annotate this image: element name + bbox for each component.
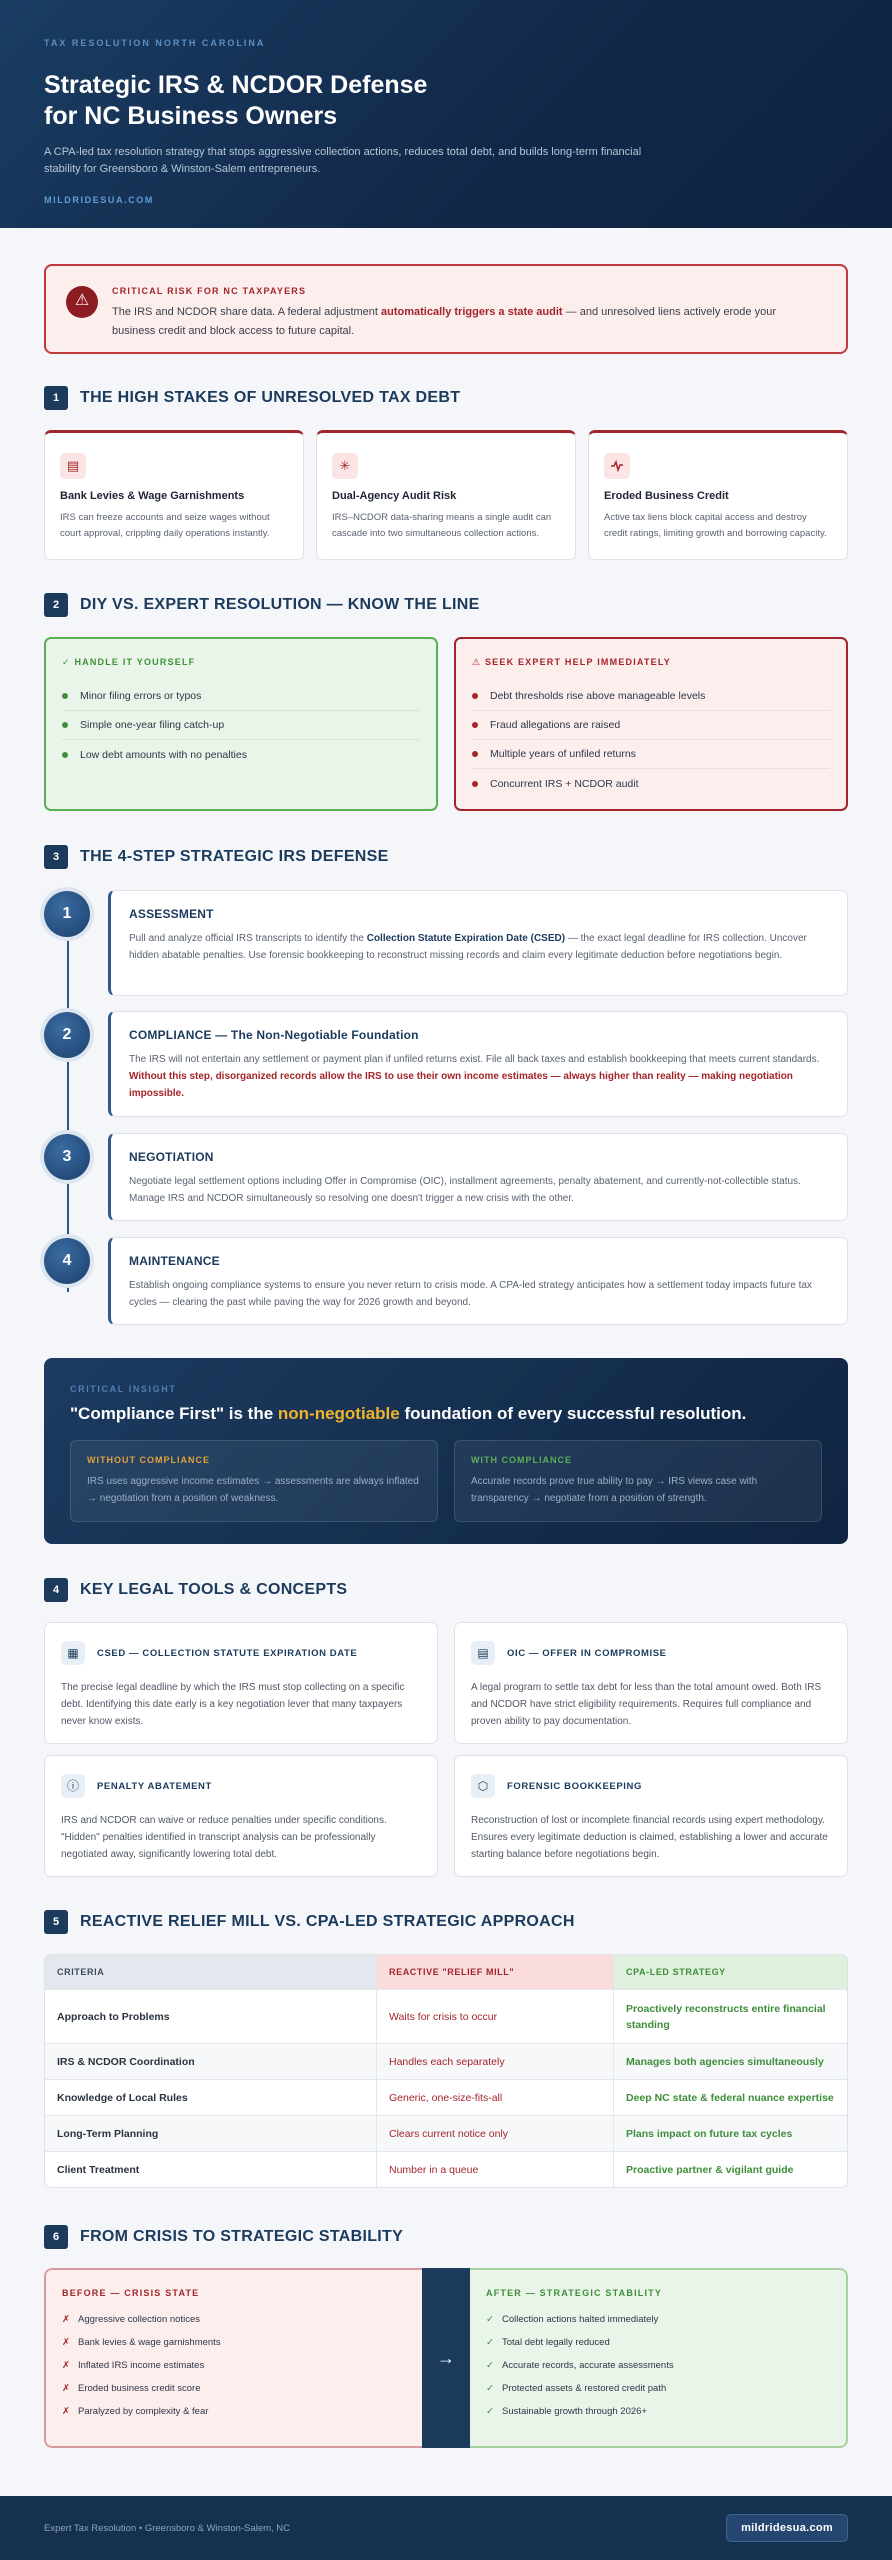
table-cell: Knowledge of Local Rules: [57, 2091, 188, 2104]
table-header-row: [45, 1955, 847, 1989]
stake-card-bank-levies: [44, 430, 304, 560]
list-item-text: Sustainable growth through 2026+: [502, 2406, 647, 2417]
bullet-dot: [62, 752, 68, 758]
cross-icon: ✗: [62, 2314, 70, 2325]
table-cell: Deep NC state & federal nuance expertise: [613, 2080, 847, 2115]
box-text: IRS uses aggressive income estimates → assessments are always inflated → negotiation from a position of weakness.: [87, 1476, 419, 1504]
sync-icon: ✳: [332, 453, 358, 479]
tool-title: CSED — COLLECTION STATUTE EXPIRATION DATE: [97, 1647, 358, 1659]
panel-title: ⚠ SEEK EXPERT HELP IMMEDIATELY: [472, 657, 671, 667]
section-heading-6: [44, 2225, 403, 2249]
step-number-circle: 4: [44, 1238, 90, 1284]
stake-card-text: Active tax liens block capital access and destroy credit ratings, limiting growth and borrowing capacity.: [604, 512, 827, 539]
list-item-text: Fraud allegations are raised: [490, 719, 621, 731]
check-icon: ✓: [486, 2337, 494, 2348]
list-item: [62, 2400, 406, 2423]
check-icon: ✓: [486, 2383, 494, 2394]
stake-card-text: IRS–NCDOR data-sharing means a single audit can cascade into two simultaneous collection actions.: [332, 512, 552, 539]
list-item-text: Simple one-year filing catch-up: [80, 719, 225, 731]
table-row: [45, 2079, 847, 2115]
critical-risk-alert: [44, 264, 848, 354]
stake-card-title: Eroded Business Credit: [604, 490, 729, 502]
step-number-circle: 2: [44, 1012, 90, 1058]
table-cell: IRS & NCDOR Coordination: [57, 2055, 195, 2068]
title-line-2: for NC Business Owners: [44, 102, 338, 130]
chart-decline-icon: [604, 453, 630, 479]
tool-title: PENALTY ABATEMENT: [97, 1780, 212, 1792]
alert-text: [112, 303, 812, 341]
cross-icon: ✗: [62, 2383, 70, 2394]
step-text-emphasis: Collection Statute Expiration Date (CSED): [366, 933, 566, 944]
footer-text: Expert Tax Resolution • Greensboro & Winston-Salem, NC: [44, 2522, 291, 2534]
step-text: [129, 930, 829, 964]
table-cell: Proactive partner & vigilant guide: [613, 2152, 847, 2187]
hero-eyebrow: TAX RESOLUTION NORTH CAROLINA: [44, 38, 266, 48]
insight-heading-part: "Compliance First" is the: [70, 1404, 278, 1423]
section-number: 6: [44, 2225, 68, 2249]
table-cell: Waits for crisis to occur: [376, 1990, 613, 2043]
step-text-part: — the exact legal deadline for IRS collection. Uncover hidden abatable penalties. Use forensic bookkeeping to reconstruct missing records and claim every legitimate deduction before negotiations begin.: [129, 933, 807, 961]
list-item-text: Aggressive collection notices: [78, 2314, 200, 2325]
tool-card-forensic-bookkeeping: [454, 1755, 848, 1877]
before-after-panel: [44, 2268, 848, 2448]
section-title: KEY LEGAL TOOLS & CONCEPTS: [80, 1581, 348, 1598]
without-compliance-box: [70, 1440, 438, 1522]
bullet-dot: [472, 722, 478, 728]
title-line-1: Strategic IRS & NCDOR Defense: [44, 71, 428, 99]
insight-heading-accent: non-negotiable: [277, 1404, 400, 1423]
info-icon: ⓘ: [61, 1774, 85, 1798]
list-item-text: Total debt legally reduced: [502, 2337, 610, 2348]
hero-site-link[interactable]: MILDRIDESUA.COM: [44, 195, 154, 205]
table-cell: Manages both agencies simultaneously: [613, 2044, 847, 2079]
step-text: Establish ongoing compliance systems to ensure you never return to crisis mode. A CPA-led strategy anticipates how a settlement today impacts future tax cycles — clearing the past while paving the way for 2026 growth and beyond.: [129, 1280, 812, 1308]
section-number: 2: [44, 593, 68, 617]
section-heading-4: [44, 1578, 347, 1602]
hexagon-icon: ⬡: [471, 1774, 495, 1798]
list-item-text: Concurrent IRS + NCDOR audit: [490, 777, 639, 790]
step-title: COMPLIANCE — The Non-Negotiable Foundation: [129, 1028, 419, 1042]
critical-insight-panel: [44, 1358, 848, 1544]
stake-card-audit-risk: [316, 430, 576, 560]
table-header-cell: CPA-LED STRATEGY: [613, 1955, 847, 1989]
section-heading-3: [44, 845, 389, 869]
steps-timeline-line: [67, 912, 69, 1292]
step-card-negotiation: [108, 1133, 848, 1221]
hero-header: [0, 0, 892, 228]
panel-title: ✓ HANDLE IT YOURSELF: [62, 657, 196, 667]
list-item-text: Protected assets & restored credit path: [502, 2383, 667, 2394]
list-item-text: Eroded business credit score: [78, 2383, 201, 2394]
list-item-text: Accurate records, accurate assessments: [502, 2360, 674, 2371]
handle-yourself-panel: [44, 637, 438, 811]
bullet-dot: [472, 781, 478, 787]
tool-card-oic: [454, 1622, 848, 1744]
check-icon: ✓: [486, 2406, 494, 2417]
stake-card-title: Bank Levies & Wage Garnishments: [60, 490, 245, 502]
table-row: [45, 2115, 847, 2151]
check-icon: ✓: [486, 2314, 494, 2325]
step-card-assessment: [108, 890, 848, 996]
section-title: THE 4-STEP STRATEGIC IRS DEFENSE: [80, 848, 389, 865]
table-header-cell: REACTIVE "RELIEF MILL": [376, 1955, 613, 1989]
table-cell: Generic, one-size-fits-all: [376, 2080, 613, 2115]
list-item-text: Multiple years of unfiled returns: [490, 748, 636, 760]
tool-text: A legal program to settle tax debt for less than the total amount owed. Both IRS and NCDOR have strict eligibility requirements. Requires full compliance and proven ability to pay documentation.: [471, 1682, 822, 1727]
table-cell: Proactively reconstructs entire financial standing: [613, 1990, 847, 2043]
list-item-text: Collection actions halted immediately: [502, 2314, 659, 2325]
section-number: 4: [44, 1578, 68, 1602]
page-title: [44, 70, 848, 132]
list-item: [62, 2354, 406, 2377]
list-item: [486, 2331, 830, 2354]
tool-text: The precise legal deadline by which the IRS must stop collecting on a specific debt. Identifying this date early is a key negotiation lever that many taxpayers never know exists.: [61, 1682, 405, 1727]
cross-icon: ✗: [62, 2360, 70, 2371]
page-footer: [0, 2496, 892, 2560]
list-item: [62, 2308, 406, 2331]
table-cell: Long-Term Planning: [57, 2127, 159, 2140]
check-icon: ✓: [486, 2360, 494, 2371]
list-item: [486, 2400, 830, 2423]
expert-help-panel: [454, 637, 848, 811]
table-cell: Clears current notice only: [376, 2116, 613, 2151]
list-item: [486, 2354, 830, 2377]
stake-card-title: Dual-Agency Audit Risk: [332, 490, 457, 502]
step-number-circle: 3: [44, 1134, 90, 1180]
step-card-compliance: [108, 1011, 848, 1117]
list-item: [472, 711, 830, 740]
tool-title: FORENSIC BOOKKEEPING: [507, 1780, 642, 1792]
alert-text-emphasis: automatically triggers a state audit: [381, 306, 563, 318]
table-cell: Number in a queue: [376, 2152, 613, 2187]
stake-card-business-credit: [588, 430, 848, 560]
comparison-table: [44, 1954, 848, 2188]
step-title: MAINTENANCE: [129, 1254, 220, 1268]
bullet-dot: [472, 751, 478, 757]
table-cell: Plans impact on future tax cycles: [613, 2116, 847, 2151]
list-item: [62, 2377, 406, 2400]
step-card-maintenance: [108, 1237, 848, 1325]
section-title: FROM CRISIS TO STRATEGIC STABILITY: [80, 2228, 404, 2245]
website-button[interactable]: mildridesua.com: [726, 2514, 848, 2542]
section-title: THE HIGH STAKES OF UNRESOLVED TAX DEBT: [80, 389, 461, 406]
section-title: REACTIVE RELIEF MILL VS. CPA-LED STRATEGIC APPROACH: [80, 1913, 575, 1930]
section-number: 3: [44, 845, 68, 869]
column-title: BEFORE — CRISIS STATE: [62, 2288, 200, 2298]
cross-icon: ✗: [62, 2406, 70, 2417]
bullet-dot: [62, 693, 68, 699]
with-compliance-box: [454, 1440, 822, 1522]
list-item: [62, 682, 420, 711]
list-item-text: Inflated IRS income estimates: [78, 2360, 205, 2371]
cross-icon: ✗: [62, 2337, 70, 2348]
after-stability-column: [470, 2268, 848, 2448]
insight-heading: [70, 1404, 822, 1424]
calendar-icon: ▦: [61, 1641, 85, 1665]
table-cell: Approach to Problems: [57, 2010, 170, 2023]
hero-subtitle: A CPA-led tax resolution strategy that stops aggressive collection actions, reduces total debt, and builds long-term financial stability for Greensboro & Winston-Salem entrepreneurs.: [44, 146, 642, 175]
list-item-text: Bank levies & wage garnishments: [78, 2337, 221, 2348]
section-number: 5: [44, 1910, 68, 1934]
arrow-right-icon: →: [422, 2268, 470, 2448]
bullet-dot: [472, 693, 478, 699]
list-item-text: Paralyzed by complexity & fear: [78, 2406, 209, 2417]
bank-icon: ▤: [60, 453, 86, 479]
section-title: DIY VS. EXPERT RESOLUTION — KNOW THE LINE: [80, 596, 480, 613]
list-item: [486, 2308, 830, 2331]
table-cell: Client Treatment: [57, 2163, 140, 2176]
section-heading-1: [44, 386, 460, 410]
alert-text-part: — and unresolved liens actively erode your business credit and block access to future capital.: [112, 306, 776, 337]
step-text: [129, 1051, 829, 1102]
tool-title: OIC — OFFER IN COMPROMISE: [507, 1647, 667, 1659]
box-title: WITH COMPLIANCE: [471, 1455, 572, 1465]
list-item: [486, 2377, 830, 2400]
list-item-text: Minor filing errors or typos: [80, 690, 202, 702]
bullet-dot: [62, 722, 68, 728]
box-text: Accurate records prove true ability to pay → IRS views case with transparency → negotiate from a position of strength.: [471, 1476, 758, 1504]
step-text-part: The IRS will not entertain any settlement or payment plan if unfiled returns exist. File all back taxes and establish bookkeeping that meets current standards.: [129, 1054, 820, 1065]
list-item: [62, 711, 420, 740]
section-number: 1: [44, 386, 68, 410]
table-header-cell: CRITERIA: [45, 1955, 376, 1989]
tool-text: IRS and NCDOR can waive or reduce penalties under specific conditions. "Hidden" penalties identified in transcript analysis can be professionally negotiated away, significantly lowering total debt.: [61, 1815, 387, 1860]
alert-title: CRITICAL RISK FOR NC TAXPAYERS: [112, 286, 307, 296]
step-text: Negotiate legal settlement options including Offer in Compromise (OIC), installment agreements, penalty abatement, and currently-not-collectible status. Manage IRS and NCDOR simultaneously so resolving one doesn't trigger a new crisis with the other.: [129, 1176, 801, 1204]
step-text-part: Pull and analyze official IRS transcripts to identify the: [129, 933, 367, 944]
tool-card-penalty-abatement: [44, 1755, 438, 1877]
list-item: [62, 740, 420, 769]
section-heading-2: [44, 593, 480, 617]
step-number-circle: 1: [44, 891, 90, 937]
table-row: [45, 2151, 847, 2187]
column-title: AFTER — STRATEGIC STABILITY: [486, 2288, 663, 2298]
tool-text: Reconstruction of lost or incomplete financial records using expert methodology. Ensures every legitimate deduction is claimed, establishing a lower and accurate starting balance before negotiations begin.: [471, 1815, 828, 1860]
warning-icon: ⚠: [66, 286, 98, 318]
table-row: [45, 1989, 847, 2043]
step-title: NEGOTIATION: [129, 1150, 214, 1164]
insight-eyebrow: CRITICAL INSIGHT: [70, 1384, 177, 1394]
table-cell: Handles each separately: [376, 2044, 613, 2079]
alert-text-part: The IRS and NCDOR share data. A federal adjustment: [112, 306, 382, 318]
list-item-text: Low debt amounts with no penalties: [80, 748, 247, 761]
list-item: [472, 740, 830, 769]
table-row: [45, 2043, 847, 2079]
step-title: ASSESSMENT: [129, 907, 214, 921]
tool-card-csed: [44, 1622, 438, 1744]
list-item: [472, 769, 830, 798]
stake-card-text: IRS can freeze accounts and seize wages without court approval, crippling daily operations instantly.: [60, 512, 270, 539]
box-title: WITHOUT COMPLIANCE: [87, 1455, 210, 1465]
list-item: [62, 2331, 406, 2354]
before-crisis-column: [44, 2268, 422, 2448]
insight-heading-part: foundation of every successful resolution.: [399, 1404, 747, 1423]
section-heading-5: [44, 1910, 575, 1934]
list-item-text: Debt thresholds rise above manageable levels: [490, 690, 706, 702]
list-item: [472, 682, 830, 711]
document-icon: ▤: [471, 1641, 495, 1665]
step-text-emphasis: Without this step, disorganized records allow the IRS to use their own income estimates — always higher than reality — making negotiation impossible.: [129, 1071, 793, 1099]
